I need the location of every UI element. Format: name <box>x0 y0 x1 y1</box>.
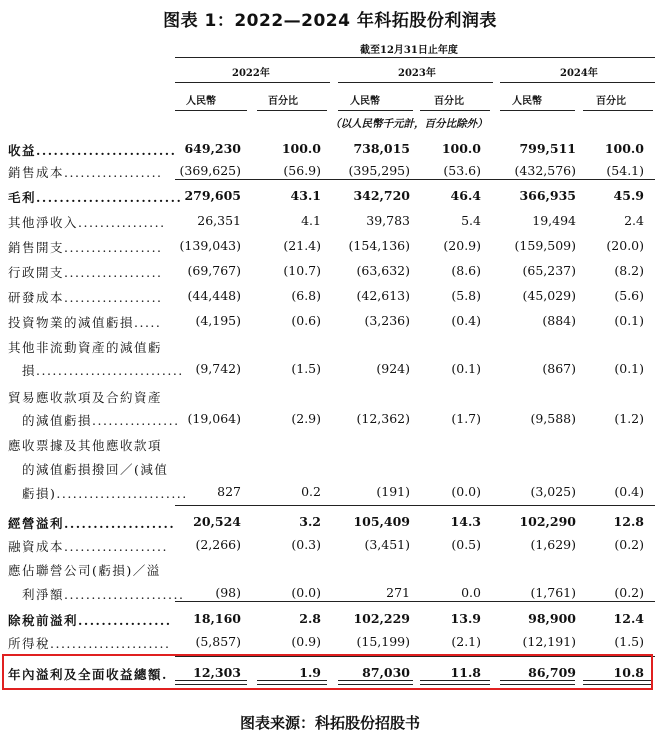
year-2022-header: 2022年 <box>232 68 270 79</box>
percent-cell: 3.2 <box>299 514 321 529</box>
col-pct-2022: 百分比 <box>268 96 298 107</box>
row-label: 的減值虧損................ <box>8 413 180 428</box>
percent-cell: 46.4 <box>450 188 481 203</box>
col-rmb-2022: 人民幣 <box>186 96 216 107</box>
col-rmb-2024: 人民幣 <box>512 96 542 107</box>
percent-cell: (5.8) <box>451 288 481 303</box>
amount-cell: 105,409 <box>353 514 410 529</box>
amount-cell: 102,229 <box>353 611 410 626</box>
table-row <box>0 534 660 556</box>
figure-source: 图表来源：科拓股份招股书 <box>239 714 420 732</box>
table-row <box>0 433 660 455</box>
amount-cell: 366,935 <box>519 188 576 203</box>
percent-cell: 100.0 <box>281 141 321 156</box>
amount-cell: (924) <box>376 361 410 376</box>
amount-cell: (867) <box>542 361 576 376</box>
amount-cell: 799,511 <box>519 141 576 156</box>
header-rule-top <box>175 57 655 58</box>
percent-cell: 0.2 <box>301 484 321 499</box>
percent-cell: (0.0) <box>451 484 481 499</box>
colhead-rule-5 <box>500 110 575 111</box>
row-label: 投資物業的減值虧損..... <box>8 315 162 330</box>
table-row <box>0 608 660 630</box>
amount-cell: (154,136) <box>348 238 410 253</box>
amount-cell: (432,576) <box>514 163 576 178</box>
percent-cell: (0.6) <box>291 313 321 328</box>
colhead-rule-1 <box>175 110 247 111</box>
row-label: 其他非流動資產的減值虧 <box>8 340 163 355</box>
percent-cell: (0.2) <box>614 585 644 600</box>
year-rule-2022 <box>175 82 330 83</box>
amount-cell: (44,448) <box>187 288 241 303</box>
amount-cell: (5,857) <box>195 634 241 649</box>
percent-cell: (20.0) <box>606 238 644 253</box>
amount-cell: (3,451) <box>364 537 410 552</box>
amount-cell: 18,160 <box>193 611 241 626</box>
table-row <box>0 631 660 653</box>
percent-cell: 14.3 <box>450 514 481 529</box>
percent-cell: 100.0 <box>604 141 644 156</box>
row-label: 所得稅...................... <box>8 636 171 651</box>
percent-cell: (1.7) <box>451 411 481 426</box>
percent-cell: 45.9 <box>613 188 644 203</box>
row-label: 損........................... <box>8 363 184 378</box>
amount-cell: 87,030 <box>362 665 410 680</box>
amount-cell: (884) <box>542 313 576 328</box>
row-label: 年內溢利及全面收益總額. <box>8 667 168 682</box>
col-pct-2024: 百分比 <box>596 96 626 107</box>
amount-cell: 98,900 <box>528 611 576 626</box>
year-rule-2023 <box>338 82 493 83</box>
row-label: 除稅前溢利................ <box>8 613 172 628</box>
percent-cell: 43.1 <box>290 188 321 203</box>
amount-cell: (15,199) <box>356 634 410 649</box>
percent-cell: (1.2) <box>614 411 644 426</box>
rule-after-impairment <box>175 505 655 506</box>
table-row <box>0 358 660 380</box>
percent-cell: (2.9) <box>291 411 321 426</box>
table-row <box>0 235 660 257</box>
percent-cell: (2.1) <box>451 634 481 649</box>
percent-cell: 11.8 <box>450 665 481 680</box>
table-row <box>0 310 660 332</box>
percent-cell: (0.1) <box>451 361 481 376</box>
table-row <box>0 335 660 357</box>
row-label: 行政開支.................. <box>8 265 163 280</box>
percent-cell: (0.1) <box>614 361 644 376</box>
percent-cell: (54.1) <box>606 163 644 178</box>
percent-cell: (1.5) <box>291 361 321 376</box>
row-label: 研發成本.................. <box>8 290 163 305</box>
unit-note: （以人民幣千元計，百分比除外） <box>330 118 488 130</box>
amount-cell: 20,524 <box>193 514 241 529</box>
amount-cell: 102,290 <box>519 514 576 529</box>
amount-cell: (1,761) <box>530 585 576 600</box>
amount-cell: (159,509) <box>514 238 576 253</box>
percent-cell: (0.0) <box>291 585 321 600</box>
amount-cell: (3,236) <box>364 313 410 328</box>
percent-cell: (0.5) <box>451 537 481 552</box>
row-label: 應收票據及其他應收款項 <box>8 438 163 453</box>
amount-cell: 827 <box>217 484 241 499</box>
amount-cell: (369,625) <box>179 163 241 178</box>
row-label: 經營溢利................... <box>8 516 176 531</box>
percent-cell: 2.4 <box>624 213 644 228</box>
percent-cell: 12.8 <box>613 514 644 529</box>
row-label: 應佔聯營公司(虧損)／溢 <box>8 563 161 578</box>
table-row <box>0 285 660 307</box>
amount-cell: (63,632) <box>356 263 410 278</box>
amount-cell: 26,351 <box>197 213 241 228</box>
percent-cell: 4.1 <box>301 213 321 228</box>
amount-cell: (9,742) <box>195 361 241 376</box>
year-2024-header: 2024年 <box>560 68 598 79</box>
colhead-rule-6 <box>583 110 653 111</box>
row-label: 貿易應收款項及合約資產 <box>8 390 163 405</box>
colhead-rule-4 <box>420 110 490 111</box>
percent-cell: (5.6) <box>614 288 644 303</box>
amount-cell: 279,605 <box>184 188 241 203</box>
amount-cell: 39,783 <box>366 213 410 228</box>
amount-cell: (45,029) <box>522 288 576 303</box>
row-label: 的減值虧損撥回／(減值 <box>8 462 169 477</box>
period-header: 截至12月31日止年度 <box>360 45 458 56</box>
row-label: 銷售成本.................. <box>8 165 163 180</box>
amount-cell: (9,588) <box>530 411 576 426</box>
rule-after-associates <box>175 601 655 602</box>
row-label: 融資成本................... <box>8 539 168 554</box>
table-row <box>0 457 660 479</box>
col-pct-2023: 百分比 <box>434 96 464 107</box>
total-row-highlight-box <box>2 654 653 690</box>
amount-cell: 86,709 <box>528 665 576 680</box>
percent-cell: 0.0 <box>461 585 481 600</box>
percent-cell: (6.8) <box>291 288 321 303</box>
figure-title: 图表 1：2022—2024 年科拓股份利润表 <box>163 11 497 31</box>
percent-cell: 10.8 <box>613 665 644 680</box>
amount-cell: 12,303 <box>193 665 241 680</box>
table-row <box>0 481 660 503</box>
table-row <box>0 210 660 232</box>
amount-cell: 649,230 <box>184 141 241 156</box>
percent-cell: (21.4) <box>283 238 321 253</box>
amount-cell: (139,043) <box>179 238 241 253</box>
percent-cell: 100.0 <box>441 141 481 156</box>
row-label: 毛利......................... <box>8 190 183 205</box>
table-row <box>0 558 660 580</box>
row-label: 其他淨收入................ <box>8 215 166 230</box>
table-row <box>0 511 660 533</box>
amount-cell: (12,191) <box>522 634 576 649</box>
percent-cell: (1.5) <box>614 634 644 649</box>
col-rmb-2023: 人民幣 <box>350 96 380 107</box>
table-row <box>0 260 660 282</box>
row-label: 收益........................ <box>8 143 177 158</box>
row-label: 銷售開支.................. <box>8 240 163 255</box>
table-row <box>0 138 660 160</box>
percent-cell: 1.9 <box>299 665 321 680</box>
percent-cell: (10.7) <box>283 263 321 278</box>
table-row <box>0 408 660 430</box>
percent-cell: 5.4 <box>461 213 481 228</box>
percent-cell: (0.4) <box>451 313 481 328</box>
amount-cell: (2,266) <box>195 537 241 552</box>
percent-cell: 2.8 <box>299 611 321 626</box>
amount-cell: 19,494 <box>532 213 576 228</box>
percent-cell: 13.9 <box>450 611 481 626</box>
row-label: 利淨額...................... <box>8 587 185 602</box>
percent-cell: (0.1) <box>614 313 644 328</box>
percent-cell: (20.9) <box>443 238 481 253</box>
amount-cell: (4,195) <box>195 313 241 328</box>
amount-cell: (65,237) <box>522 263 576 278</box>
amount-cell: (3,025) <box>530 484 576 499</box>
row-label: 虧損)........................ <box>8 486 188 501</box>
percent-cell: (0.2) <box>614 537 644 552</box>
amount-cell: 342,720 <box>353 188 410 203</box>
amount-cell: 738,015 <box>353 141 410 156</box>
year-rule-2024 <box>500 82 655 83</box>
amount-cell: (395,295) <box>348 163 410 178</box>
year-2023-header: 2023年 <box>398 68 436 79</box>
amount-cell: (42,613) <box>356 288 410 303</box>
table-row <box>0 385 660 407</box>
percent-cell: (8.2) <box>614 263 644 278</box>
amount-cell: (98) <box>215 585 241 600</box>
amount-cell: (1,629) <box>530 537 576 552</box>
percent-cell: (0.3) <box>291 537 321 552</box>
colhead-rule-2 <box>257 110 327 111</box>
amount-cell: (19,064) <box>187 411 241 426</box>
amount-cell: 271 <box>386 585 410 600</box>
amount-cell: (12,362) <box>356 411 410 426</box>
amount-cell: (69,767) <box>187 263 241 278</box>
percent-cell: (8.6) <box>451 263 481 278</box>
percent-cell: (0.9) <box>291 634 321 649</box>
rule-after-cost <box>175 179 655 180</box>
amount-cell: (191) <box>376 484 410 499</box>
percent-cell: 12.4 <box>613 611 644 626</box>
percent-cell: (56.9) <box>283 163 321 178</box>
percent-cell: (0.4) <box>614 484 644 499</box>
percent-cell: (53.6) <box>443 163 481 178</box>
table-row <box>0 185 660 207</box>
colhead-rule-3 <box>338 110 413 111</box>
